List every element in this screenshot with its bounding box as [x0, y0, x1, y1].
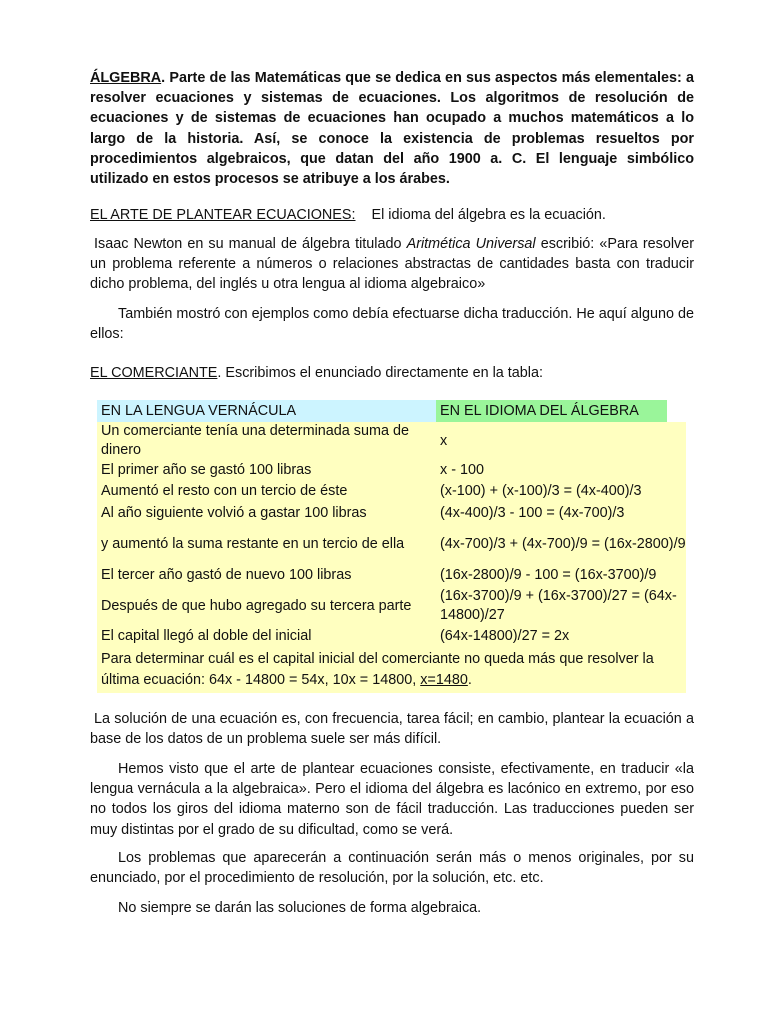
intro-text: . Parte de las Matemáticas que se dedica en sus aspectos más elementales: a resolver ecuaciones y sistemas de ecuaciones. Los algoritmos de resolución de ecuaciones y de sistemas de ecuaciones han ocupado a muchos matemáticos a lo largo de la historia. Así, se conoce la existencia de problemas resueltos por procedimientos algebraicos, que datan del año 1900 a. C. El lenguaje simbólico utilizado en estos procesos se atribuye a los árabes. — [90, 70, 694, 188]
comerciante-text: . Escribimos el enunciado directamente en la tabla: — [217, 365, 543, 381]
arte-heading: EL ARTE DE PLANTEAR ECUACIONES: — [90, 207, 356, 223]
hemos-paragraph: Hemos visto que el arte de plantear ecuaciones consiste, efectivamente, en traducir «la lengua vernácula a la algebraica». Pero el idioma del álgebra es lacónico en extremo, por eso no todos los giros del idioma materno son de fácil traducción. Las traducciones pueden ser muy distintas por el grado de su dificultad, como se verá. — [90, 761, 694, 838]
table-row — [97, 586, 686, 626]
table-row — [97, 460, 686, 481]
newton-book-title: Aritmética Universal — [406, 236, 536, 252]
table-row — [97, 481, 686, 502]
final-conclusion — [97, 647, 686, 693]
table-row — [97, 626, 686, 647]
arte-text: El idioma del álgebra es la ecuación. — [371, 207, 606, 223]
row-left: Aumentó el resto con un tercio de éste — [101, 483, 348, 499]
translation-table — [97, 400, 686, 693]
table-row — [97, 564, 686, 586]
row-right: (64x-14800)/27 = 2x — [440, 628, 570, 644]
row-right: (16x-2800)/9 - 100 = (16x-3700)/9 — [440, 566, 657, 583]
row-right: x - 100 — [440, 462, 484, 478]
table-row — [97, 524, 686, 564]
solucion-paragraph: La solución de una ecuación es, con frecuencia, tarea fácil; en cambio, plantear la ecuación a base de los datos de un problema suele ser más difícil. — [90, 711, 694, 748]
final-text: Para determinar cuál es el capital inicial del comerciante no queda más que resolver la última ecuación: 64x - 14800 = 54x, 10x = 14800, — [101, 651, 654, 688]
row-left: Al año siguiente volvió a gastar 100 libras — [101, 504, 367, 521]
arte-paragraph — [90, 205, 694, 225]
nosiempre-paragraph: No siempre se darán las soluciones de forma algebraica. — [118, 900, 482, 916]
row-left: Después de que hubo agregado su tercera parte — [101, 597, 412, 614]
ejemplos-paragraph: También mostró con ejemplos como debía efectuarse dicha traducción. He aquí alguno de ellos: — [90, 306, 694, 343]
final-answer: x=1480 — [420, 672, 468, 688]
header-algebra: EN EL IDIOMA DEL ÁLGEBRA — [436, 400, 667, 422]
comerciante-paragraph — [90, 363, 694, 383]
newton-post: escribió: «Para resolver un problema referente a números o relaciones abstractas de cantidades basta con traducir dicho problema, del inglés u otra lengua al idioma algebraico» — [90, 236, 695, 293]
row-right: x — [440, 432, 448, 449]
table-final-row — [97, 647, 686, 693]
table-row — [97, 422, 686, 460]
row-right: (16x-3700)/9 + (16x-3700)/27 = (64x-14800)/27 — [440, 588, 677, 623]
newton-pre: Isaac Newton en su manual de álgebra titulado — [94, 236, 407, 252]
table-row — [97, 502, 686, 524]
algebra-term: ÁLGEBRA — [90, 70, 162, 86]
row-right: (4x-700)/3 + (4x-700)/9 = (16x-2800)/9 — [440, 535, 686, 552]
row-left: El primer año se gastó 100 libras — [101, 462, 312, 478]
row-right: (4x-400)/3 - 100 = (4x-700)/3 — [440, 504, 625, 521]
final-end: . — [467, 672, 472, 688]
row-left: El tercer año gastó de nuevo 100 libras — [101, 566, 352, 583]
intro-paragraph — [90, 68, 694, 189]
newton-paragraph — [90, 234, 694, 295]
row-right: (x-100) + (x-100)/3 = (4x-400)/3 — [440, 483, 642, 499]
row-left: y aumentó la suma restante en un tercio de ella — [101, 535, 405, 552]
problemas-paragraph: Los problemas que aparecerán a continuación serán más o menos originales, por su enunciado, por el procedimiento de resolución, por la solución, etc. etc. — [90, 850, 694, 887]
header-vernacula: EN LA LENGUA VERNÁCULA — [97, 400, 436, 422]
table-header-row — [97, 400, 686, 422]
row-left: Un comerciante tenía una determinada suma de dinero — [101, 423, 409, 458]
comerciante-heading: EL COMERCIANTE — [90, 365, 218, 381]
row-left: El capital llegó al doble del inicial — [101, 628, 312, 644]
